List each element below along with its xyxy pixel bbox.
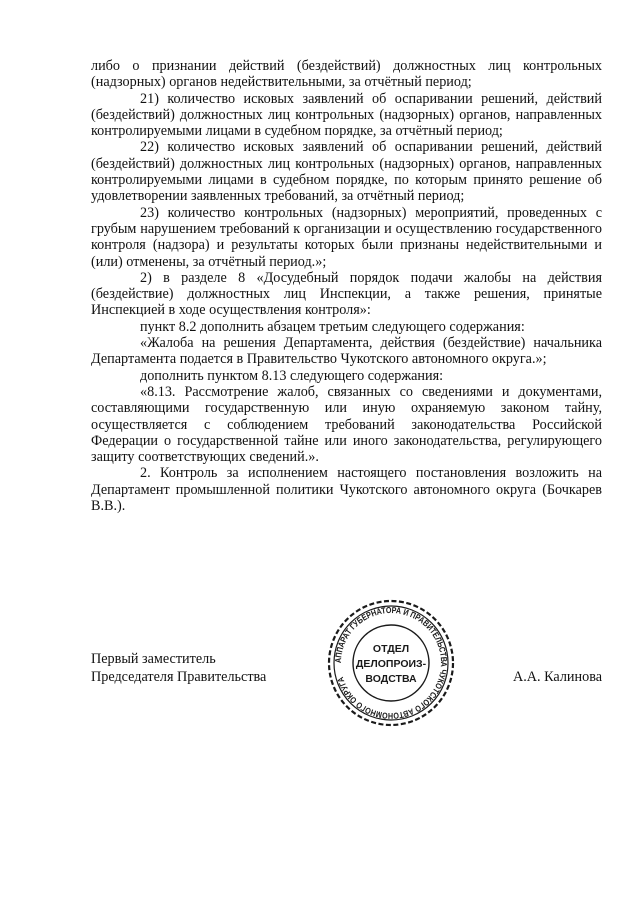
paragraph-point-8-2: пункт 8.2 дополнить абзацем третьим следующего содержания: — [140, 318, 525, 335]
paragraph-point-8-13: «8.13. Рассмотрение жалоб, связанных со сведениями и документами, составляющими государственную или иную охраняемую законом тайну, осуществляется с соблюдением требований законодательства Российской Федерации о государственной тайне или иного законодательства, регулирующего защиту соответствующих сведений.». — [91, 383, 602, 466]
signatory-title — [91, 650, 266, 686]
paragraph-continuation: либо о признании действий (бездействий) должностных лиц контрольных (надзорных) органов недействительными, за отчётный период; — [91, 58, 602, 91]
paragraph-quote-complaint: «Жалоба на решения Департамента, действия (бездействие) начальника Департамента подается в Правительство Чукотского автономного округа.»; — [91, 335, 602, 368]
paragraph-add-point-8-13: дополнить пунктом 8.13 следующего содержания: — [140, 367, 444, 384]
paragraph-item-21: 21) количество исковых заявлений об оспаривании решений, действий (бездействий) должностных лиц контрольных (надзорных) органов, направленных контролируемыми лицами в судебном порядке, за отчётный период; — [91, 90, 602, 140]
paragraph-control: 2. Контроль за исполнением настоящего постановления возложить на Департамент промышленной политики Чукотского автономного округа (Бочкарев В.В.). — [91, 465, 602, 515]
signatory-title-line1: Первый заместитель — [91, 651, 216, 667]
signatory-name: А.А. Калинова — [513, 669, 602, 685]
paragraph-item-23: 23) количество контрольных (надзорных) мероприятий, проведенных с грубым нарушением требований к организации и осуществлению государственного контроля (надзора) и результаты которых были признаны недействительными и (или) отменены, за отчётный период.»; — [91, 204, 602, 270]
stamp-center-line2: ДЕЛОПРОИЗ- — [355, 658, 427, 670]
stamp-center-line3: ВОДСТВА — [365, 673, 417, 685]
stamp-ring-text: АППАРАТ ГУБЕРНАТОРА И ПРАВИТЕЛЬСТВА ЧУКОТСКОГО АВТОНОМНОГО ОКРУГА — [332, 604, 450, 722]
document-body — [91, 58, 602, 514]
stamp-center-line1: ОТДЕЛ — [372, 643, 410, 655]
paragraph-item-22: 22) количество исковых заявлений об оспаривании решений, действий (бездействий) должностных лиц контрольных (надзорных) органов, направленных контролируемыми лицами в судебном порядке, по которым принято решение об удовлетворении заявленных требований, за отчётный период; — [91, 139, 602, 205]
official-stamp — [326, 598, 456, 728]
signatory-title-line2: Председателя Правительства — [91, 669, 267, 685]
paragraph-section-8: 2) в разделе 8 «Досудебный порядок подачи жалобы на действия (бездействие) должностных лиц Инспекции, а также решения, принятые Инспекцией в ходе осуществления контроля»: — [91, 269, 602, 319]
